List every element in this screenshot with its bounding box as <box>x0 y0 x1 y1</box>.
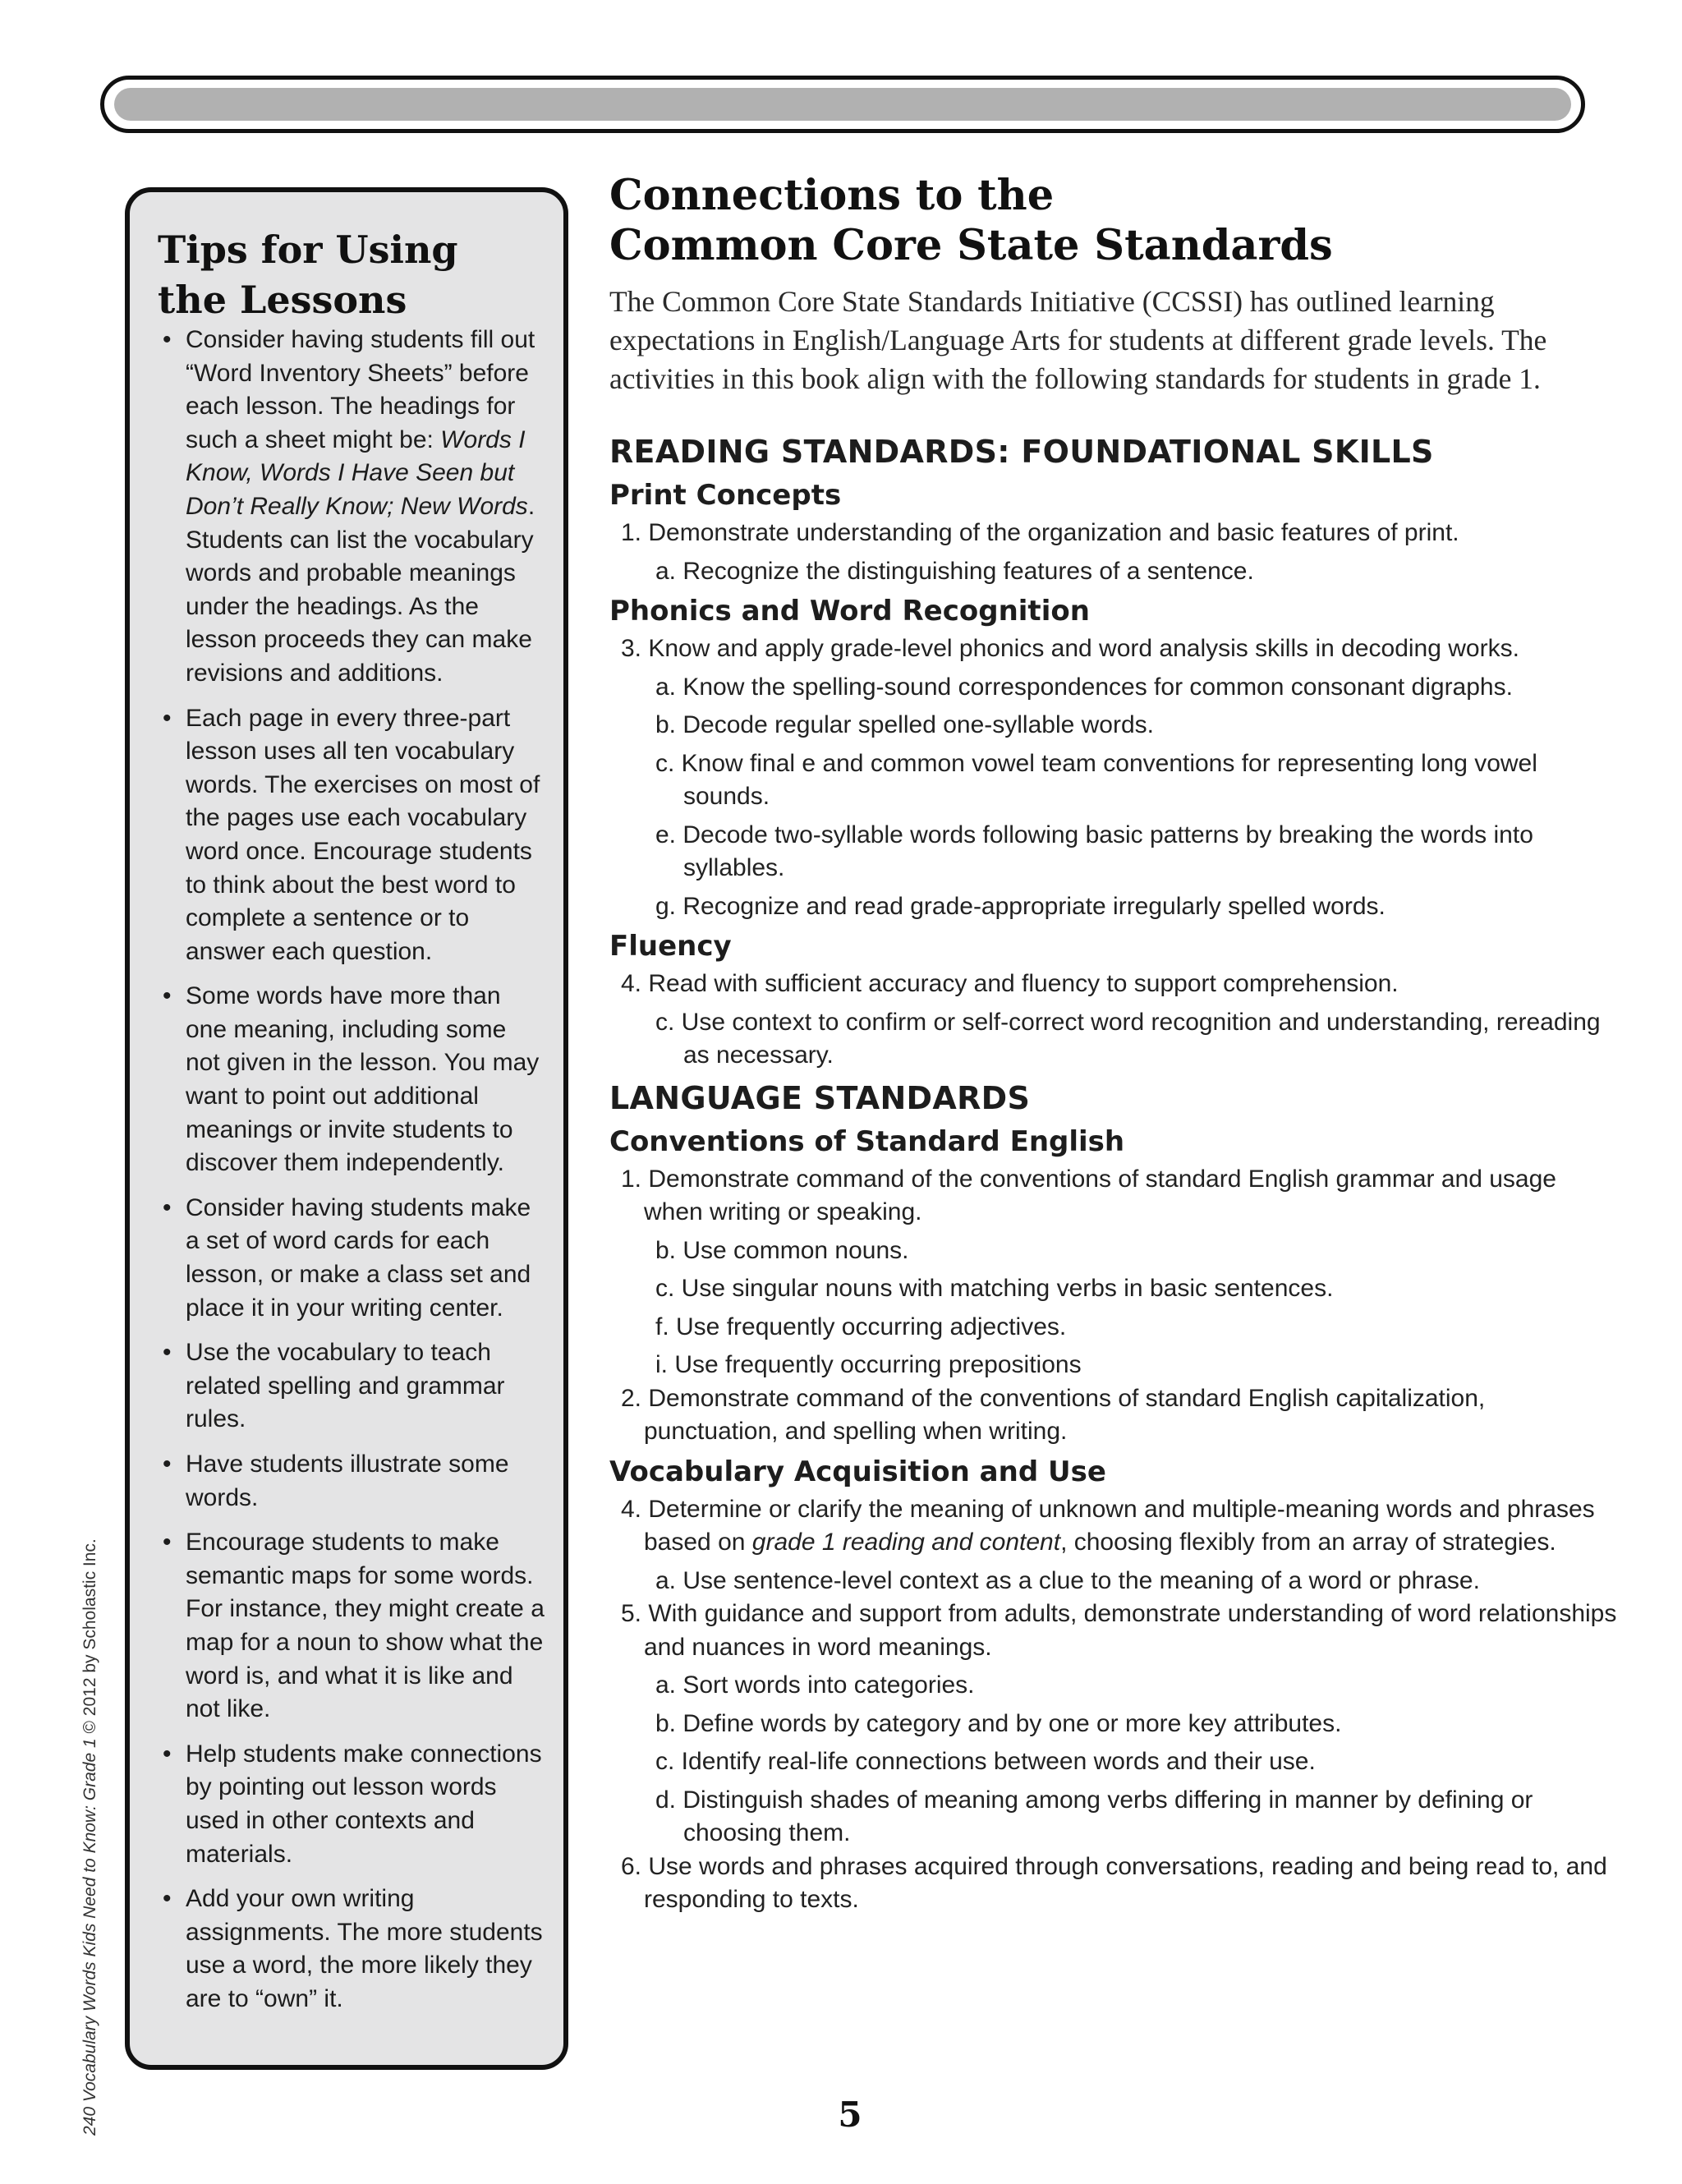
standard-item: 4. Read with sufficient accuracy and fluency to support comprehension. <box>621 970 1399 997</box>
standard-subitem: c. Use singular nouns with matching verbs in basic sentences. <box>655 1275 1334 1302</box>
standard-item: 5. With guidance and support from adults, demonstrate understanding of word relationships and nuances in word meanings. <box>621 1600 1617 1661</box>
tip-text: Consider having students fill out “Word Inventory Sheets” before each lesson. The headings for such a sheet might be: <box>186 326 535 453</box>
standard-subitem: b. Define words by category and by one or more key attributes. <box>655 1709 1342 1737</box>
tip-item <box>159 702 545 969</box>
sidebar-title <box>158 225 458 325</box>
standard-subitem: a. Use sentence-level context as a clue to the meaning of a word or phrase. <box>655 1566 1480 1594</box>
standard-subitem: i. Use frequently occurring prepositions <box>655 1351 1082 1378</box>
page-title-line1: Connections to the <box>609 171 1055 220</box>
bullet-icon: • <box>163 1885 172 1913</box>
fluency-heading: Fluency <box>609 930 732 963</box>
standard-item <box>616 1493 1620 1560</box>
tip-item <box>159 1738 545 1871</box>
page-title <box>609 171 1620 271</box>
header-bar-fill <box>114 88 1571 121</box>
standard-subitem: e. Decode two-syllable words following basic patterns by breaking the words into syllables. <box>655 821 1533 881</box>
standard-subitem: c. Use context to confirm or self-correct word recognition and understanding, rereading as necessary. <box>655 1008 1601 1069</box>
standards-content <box>609 171 1620 1917</box>
page-title-line2: Common Core State Standards <box>609 221 1333 270</box>
standard-subitem: a. Recognize the distinguishing features of a sentence. <box>655 557 1254 585</box>
tip-text: Some words have more than one meaning, including some not given in the lesson. You may want to point out additional meanings or invite students to discover them independently. <box>186 982 540 1177</box>
tip-item <box>159 1192 545 1325</box>
tip-item <box>159 1526 545 1727</box>
standard-subitem: a. Know the spelling-sound correspondences for common consonant digraphs. <box>655 673 1513 701</box>
sidebar-title-line1: Tips for Using <box>158 228 458 272</box>
bullet-icon: • <box>163 1529 172 1556</box>
tip-item <box>159 1883 545 2016</box>
book-title: 240 Vocabulary Words Kids Need to Know: Grade 1 <box>80 1738 99 2136</box>
standard-subitem: b. Decode regular spelled one-syllable words. <box>655 711 1155 738</box>
tip-text: Consider having students make a set of word cards for each lesson, or make a class set and place it in your writing center. <box>186 1193 531 1322</box>
tip-item <box>159 324 545 691</box>
bullet-icon: • <box>163 326 172 353</box>
tip-text: Help students make connections by pointing out lesson words used in other contexts and materials. <box>186 1740 542 1868</box>
bullet-icon: • <box>163 1339 172 1367</box>
standard-item: 6. Use words and phrases acquired through conversations, reading and being read to, and responding to texts. <box>621 1852 1607 1913</box>
standard-item: 3. Know and apply grade-level phonics and word analysis skills in decoding works. <box>621 635 1519 662</box>
vocabulary-heading: Vocabulary Acquisition and Use <box>609 1455 1106 1488</box>
bullet-icon: • <box>163 1193 172 1221</box>
print-concepts-heading: Print Concepts <box>609 479 842 512</box>
tip-item <box>159 1336 545 1437</box>
page-number: 5 <box>838 2094 862 2135</box>
copyright-notice <box>80 1538 100 2136</box>
intro-paragraph: The Common Core State Standards Initiative (CCSSI) has outlined learning expectations in English/Language Arts for students at different grade levels. The activities in this book align with the following standards for students in grade 1. <box>609 285 1547 395</box>
phonics-heading: Phonics and Word Recognition <box>609 595 1090 628</box>
tip-text-after: . Students can list the vocabulary words and probable meanings under the headings. As the lesson proceeds they can make revisions and additions. <box>186 492 535 687</box>
standard-subitem: b. Use common nouns. <box>655 1236 909 1264</box>
standard-subitem: c. Identify real-life connections between words and their use. <box>655 1748 1316 1775</box>
standard-item: 1. Demonstrate command of the conventions of standard English grammar and usage when writing or speaking. <box>621 1165 1556 1225</box>
tips-sidebar <box>125 187 568 2070</box>
copyright-text: © 2012 by Scholastic Inc. <box>80 1538 99 1739</box>
standard-text: 4. Determine or clarify the meaning of unknown and multiple-meaning words and phrases based on <box>621 1495 1595 1556</box>
tips-list <box>159 324 545 2028</box>
standard-text-after: , choosing flexibly from an array of strategies. <box>1060 1529 1556 1556</box>
tip-text: Have students illustrate some words. <box>186 1451 509 1511</box>
tip-text: Use the vocabulary to teach related spelling and grammar rules. <box>186 1339 505 1433</box>
standard-item: 2. Demonstrate command of the conventions of standard English capitalization, punctuation, and spelling when writing. <box>621 1384 1486 1445</box>
bullet-icon: • <box>163 1451 172 1478</box>
bullet-icon: • <box>163 1740 172 1768</box>
language-standards-heading: LANGUAGE STANDARDS <box>609 1079 1031 1116</box>
standard-subitem: d. Distinguish shades of meaning among verbs differing in manner by defining or choosing them. <box>655 1786 1533 1846</box>
tip-italic-text: Words I Know, Words I Have Seen but Don’t Really Know; New Words <box>186 425 528 520</box>
standard-subitem: c. Know final e and common vowel team conventions for representing long vowel sounds. <box>655 749 1537 810</box>
standard-subitem: f. Use frequently occurring adjectives. <box>655 1313 1067 1340</box>
standard-item: 1. Demonstrate understanding of the organization and basic features of print. <box>621 519 1459 546</box>
tip-text: Each page in every three-part lesson uses all ten vocabulary words. The exercises on most of the pages use each vocabulary word once. Encourage students to think about the best word to complete a sentence or to answer each question. <box>186 704 540 965</box>
header-bar <box>100 76 1585 133</box>
standard-subitem: g. Recognize and read grade-appropriate irregularly spelled words. <box>655 892 1386 920</box>
reading-standards-heading: READING STANDARDS: FOUNDATIONAL SKILLS <box>609 434 1434 470</box>
bullet-icon: • <box>163 982 172 1010</box>
standard-subitem: a. Sort words into categories. <box>655 1671 975 1699</box>
tip-text: Add your own writing assignments. The more students use a word, the more likely they are to “own” it. <box>186 1885 543 2012</box>
standard-italic-text: grade 1 reading and content <box>751 1529 1061 1556</box>
conventions-heading: Conventions of Standard English <box>609 1124 1125 1158</box>
tip-text: Encourage students to make semantic maps for some words. For instance, they might create a map for a noun to show what the word is, and what it is like and not like. <box>186 1529 545 1723</box>
sidebar-title-line2: the Lessons <box>158 278 407 322</box>
bullet-icon: • <box>163 704 172 732</box>
tip-item <box>159 980 545 1180</box>
tip-item <box>159 1448 545 1515</box>
